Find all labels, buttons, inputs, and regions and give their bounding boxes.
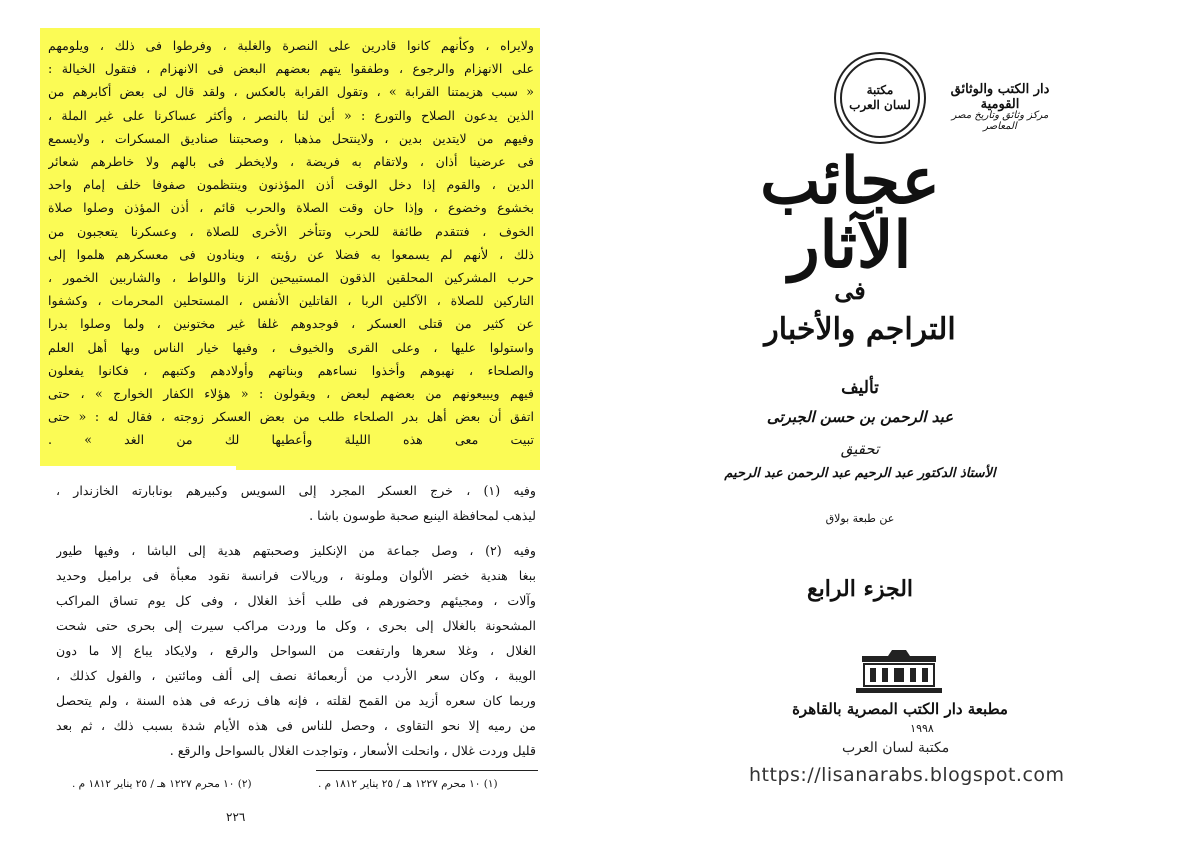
footnote-1: (١) ١٠ محرم ١٢٢٧ هـ / ٢٥ يناير ١٨١٢ م . [318,778,498,790]
highlighted-line: ولايراه ، وكأنهم كانوا قادرين على النصرة والغلبة ، وفرطوا فى ذلك ، ويلومهم [48,38,534,53]
highlighted-line: « سبب هزيمتنا القرابة » ، وتقول القرابة بالعكس ، ولقد قال لى بعض أكابرهم من [48,84,534,100]
highlighted-line: وفيهم من لايتدين بدين ، ولاينتحل مذهبا ، وصحبتنا صناديق المسكرات ، ولايسمع [48,130,534,146]
highlighted-passage [48,34,534,452]
highlighted-line: اتفق أن بعض أهل بدر الصلحاء طلب من بعض العسكر زوجته ، فقال له : « حتى [48,409,534,425]
source-url: https://lisanarabs.blogspot.com [749,764,1065,786]
text-line: وآلات ، ومجيئهم وحضورهم فى طلب أخذ الغلال ، وفى كل يوم تساق المراكب [56,593,536,608]
author-name: عبد الرحمن بن حسن الجبرتى [766,408,954,426]
footnote-2: (٢) ١٠ محرم ١٢٢٧ هـ / ٢٥ يناير ١٨١٢ م . [72,778,252,790]
page-number: ٢٢٦ [226,810,246,824]
highlighted-line: فى عرضينا أذان ، ولاتقام به فريضة ، ولايخطر فى بالهم ولا خاطرهم شعائر [48,154,534,170]
highlighted-line: واستولوا عليها ، وعلى القرى والخيوف ، وفيها خيار الناس وبها أهل العلم [48,339,534,355]
highlighted-line: عن كثير من قتلى العسكر ، فوجدوهم غلفا غير مختونين ، ولما وصلوا بدرا [48,316,534,332]
book-subtitle: التراجم والأخبار [764,312,956,347]
editor-caption: تحقيق [840,440,880,458]
highlighted-line: تبيت معى هذه الليلة وأعطيها لك من الغد » . [48,432,534,448]
highlighted-line: ذلك ، لأنهم لم يسمعوا به فضلا عن رؤيته ، وينادون فى معسكرهم هلموا إلى [48,246,534,262]
text-line: الغلال ، وغلا سعرها وارتفعت من السواحل والرقع ، ولايكاد يباع إلا ما دون [56,643,536,658]
right-page [600,0,1200,852]
highlighted-line: حرب المشركين المحلقين الذقون المستبيحين الزنا واللواط ، والشاربين الخمور ، [48,270,534,286]
paragraph-1 [56,478,536,528]
highlighted-line: التاركين للصلاة ، الآكلين الربا ، القاتلين الأنفس ، المستحلين المحرمات ، وكشفوا [48,293,534,309]
highlighted-line: الذين يدعون الصلاح والتورع : « أين لنا بالنصر ، وأكثر عساكرنا على غير الملة ، [48,107,534,123]
text-line: ليذهب لمحافظة الينبع صحبة طوسون باشا . [309,508,536,523]
text-line: وفيه (٢) ، وصل جماعة من الإنكليز وصحبتهم هدية إلى الباشا ، وفيها طيور [56,543,536,558]
author-caption: تأليف [841,378,879,398]
text-line: وفيه (١) ، خرج العسكر المجرد إلى السويس وكبيرهم بونابارته الخازندار ، [56,483,536,498]
paragraph-2 [56,538,536,763]
edition-note: عن طبعة بولاق [825,512,895,525]
highlighted-line: الدين ، والقوم إذا دخل الوقت أذن المؤذنون وينتظمون صفوفا خلف إمام واحد [48,177,534,193]
book-title: عجائب الآثار [760,144,940,283]
text-line: المشحونة بالغلال إلى بحرى ، وكل ما وردت مراكب سيرت إلى بحرى حتى شحت [56,618,536,633]
library-building-icon [852,648,946,696]
highlighted-line: الخوف ، فتتقدم طائفة للحرب وتتأخر الأخرى للصلاة ، وعسكرنا يتعجبون من [48,223,534,239]
footnote-rule [316,770,538,771]
press-name: مطبعة دار الكتب المصرية بالقاهرة [792,700,1008,718]
publication-year: ١٩٩٨ [910,722,934,735]
text-line: ببغا هندية خضر الألوان وملونة ، وريالات فرانسة نقود معبأة فى براميل وحديد [56,568,536,583]
editor-name: الأستاذ الدكتور عبد الرحيم عبد الرحمن عبد الرحيم [724,466,996,481]
volume-label: الجزء الرابع [806,576,914,602]
title-connector: فى [834,276,866,305]
publisher-line-1: دار الكتب والوثائق القومية [950,82,1050,112]
highlighted-line: بخشوع وخضوع ، وإذا حان وقت الصلاة والحرب قائم ، أذن المؤذن وصلوا صلاة [48,200,534,216]
text-line: قليل وردت غلال ، وانحلت الأسعار ، وتواجدت الغلال بالسواحل والرقع . [169,743,536,758]
publisher-line-2: مركز وثائق وتاريخ مصر المعاصر [951,110,1049,132]
text-line: من رميه إلا نحو التقاوى ، وحصل للناس فى هذه الأيام شدة بسبب ذلك ، ثم بعد [56,718,536,733]
highlighted-line: والصلحاء ، نهبوهم وأخذوا نساءهم وبناتهم وأولادهم وكتبهم ، فكانوا يفعلون [48,362,534,378]
stamp-top-text: مكتبة [866,83,894,97]
highlighted-line: فيهم ويبيعونهم من بعضهم لبعض ، ويقولون : « هؤلاء الكفار الخوارج » ، حتى [48,386,534,402]
stamp-bottom-text: لسان العرب [849,98,911,112]
highlighted-line: على الانهزام والرجوع ، وطفقوا يتهم بعضهم البعض فى الانهزام ، فتقول الخيالة : [48,61,534,77]
library-stamp [840,58,920,138]
watermark-text: مكتبة لسان العرب [842,740,950,756]
text-line: الويبة ، وكان سعر الأردب من أربعمائة نصف إلى ألف ومائتين ، والفول كذلك ، [56,668,536,683]
text-line: وربما كان سعره أزيد من القمح لقلته ، فإنه هاف زرعه فى هذه السنة ، ولم يتحصل [56,693,536,708]
